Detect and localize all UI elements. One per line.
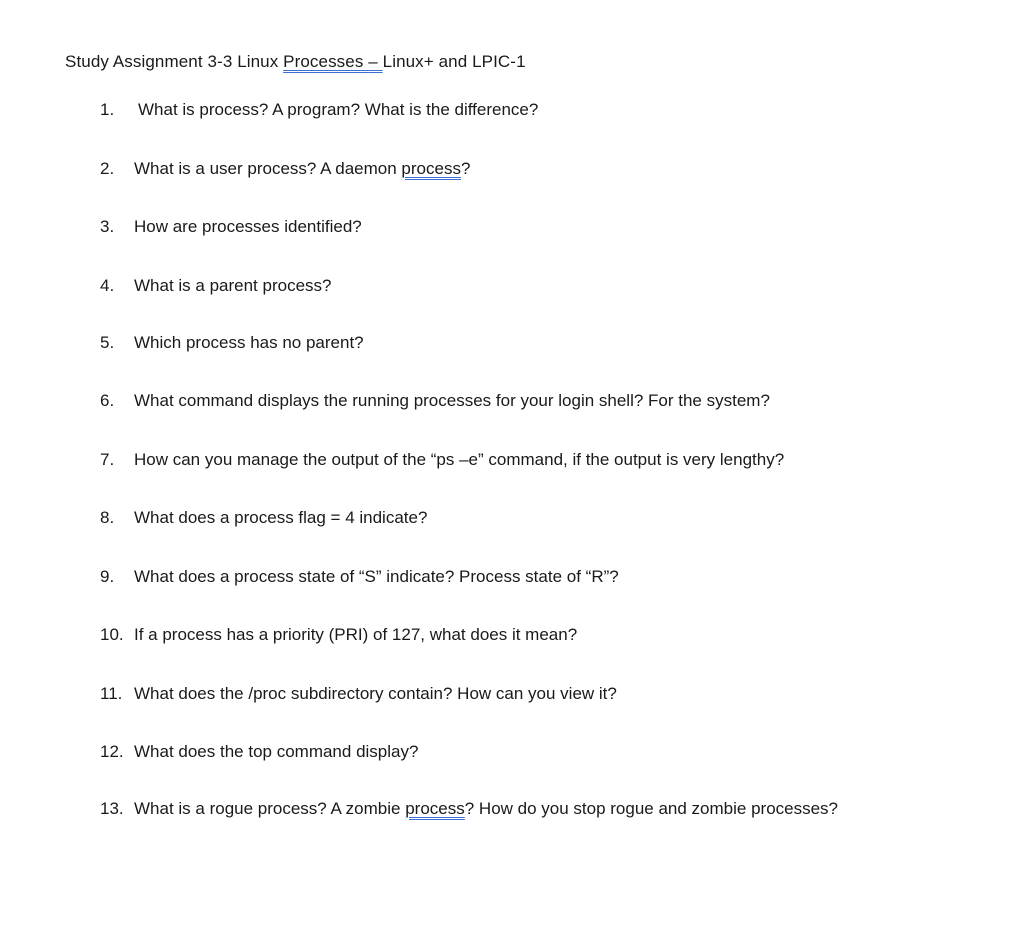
question-text-before: What is a rogue process? A zombie: [134, 799, 406, 818]
question-text: What is process? A program? What is the difference?: [138, 100, 539, 119]
title-suffix: Linux+ and LPIC-1: [382, 52, 526, 71]
question-9: [100, 566, 619, 588]
title-underlined-word: Processes: [283, 52, 369, 71]
question-text: What does a process state of “S” indicate? Process state of “R”?: [134, 567, 619, 586]
question-text: What does the top command display?: [134, 742, 419, 761]
question-11: [100, 683, 617, 705]
question-2: [100, 158, 470, 180]
question-13: [100, 798, 838, 820]
question-number: 2.: [100, 159, 115, 178]
question-number: 5.: [100, 333, 115, 352]
spellcheck-marked-word: process: [401, 159, 461, 178]
question-text: How can you manage the output of the “ps –e” command, if the output is very lengthy?: [134, 450, 785, 469]
question-number: 9.: [100, 567, 115, 586]
question-12: [100, 741, 418, 763]
question-number: 10.: [100, 625, 124, 644]
question-text: How are processes identified?: [134, 217, 362, 236]
question-5: [100, 332, 364, 354]
question-text: What command displays the running processes for your login shell? For the system?: [134, 391, 770, 410]
question-number: 8.: [100, 508, 115, 527]
question-1: [100, 99, 538, 121]
question-number: 3.: [100, 217, 115, 236]
question-text: Which process has no parent?: [134, 333, 364, 352]
question-number: 13.: [100, 799, 124, 818]
question-8: [100, 507, 427, 529]
question-text: What does a process flag = 4 indicate?: [134, 508, 428, 527]
title-dash: –: [368, 52, 383, 71]
question-text: [134, 798, 838, 820]
question-text-before: What is a user process? A daemon: [134, 159, 402, 178]
question-10: [100, 624, 577, 646]
question-6: [100, 390, 770, 412]
question-text: What is a parent process?: [134, 276, 332, 295]
question-text: What does the /proc subdirectory contain? How can you view it?: [134, 684, 617, 703]
question-number: 6.: [100, 391, 115, 410]
question-text: If a process has a priority (PRI) of 127, what does it mean?: [134, 625, 578, 644]
question-number: 7.: [100, 450, 115, 469]
document-title: [65, 51, 526, 73]
question-text-after: ? How do you stop rogue and zombie processes?: [464, 799, 839, 818]
question-number: 12.: [100, 742, 124, 761]
spellcheck-marked-word: process: [405, 799, 465, 818]
question-3: [100, 216, 362, 238]
question-number: 11.: [100, 684, 123, 703]
question-4: [100, 275, 331, 297]
question-text-after: ?: [460, 159, 471, 178]
question-number: 4.: [100, 276, 115, 295]
title-prefix: Study Assignment 3-3 Linux: [65, 52, 284, 71]
question-text: [134, 158, 470, 180]
question-number: 1.: [100, 100, 115, 119]
question-7: [100, 449, 784, 471]
